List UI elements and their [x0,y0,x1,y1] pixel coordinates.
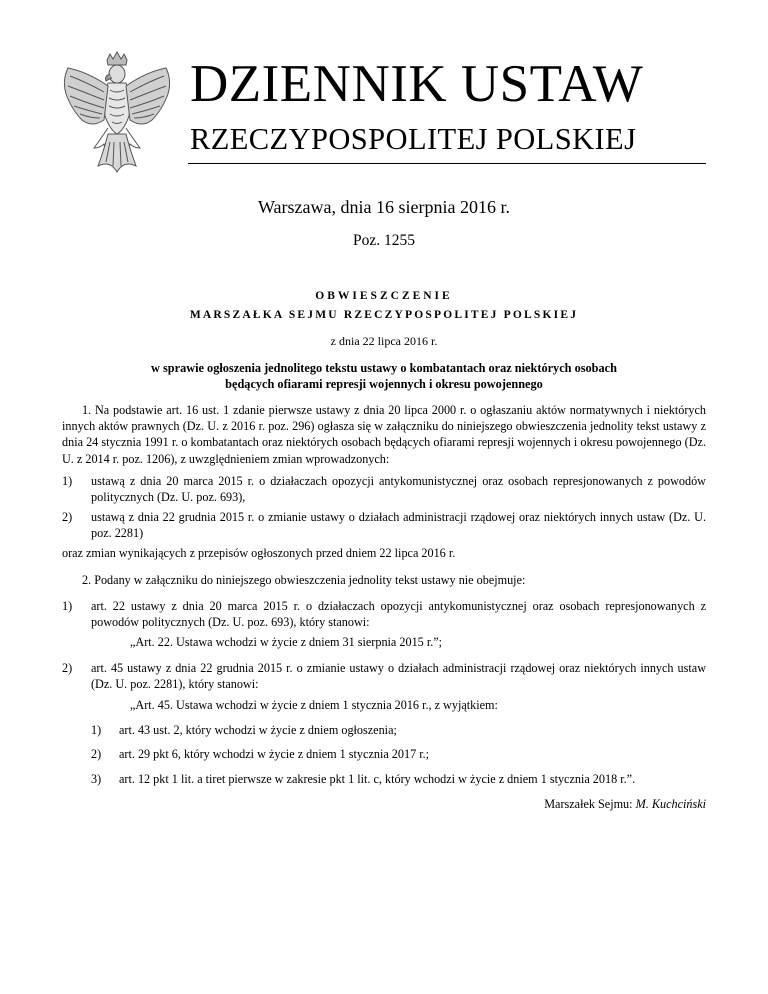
sublist-item-3-number: 3) [91,772,102,786]
masthead-title: DZIENNIK USTAW [190,55,644,113]
list1-item-1-text: ustawą z dnia 20 marca 2015 r. o działaczach opozycji antykomunistycznej oraz osobach represjonowanych z powodów politycznych (Dz. U. poz. 693), [91,474,706,505]
list2-item-1-text: art. 22 ustawy z dnia 20 marca 2015 r. o działaczach opozycji antykomunistycznej oraz osobach represjonowanych z powodów politycznych (Dz. U. poz. 693), który stanowi: [91,599,706,630]
position-number: Poz. 1255 [353,232,415,249]
publication-date: Warszawa, dnia 16 sierpnia 2016 r. [258,197,510,217]
list2-item-2-quote: „Art. 45. Ustawa wchodzi w życie z dniem 1 stycznia 2016 r., z wyjątkiem: [130,698,498,712]
list2-item-1-quote: „Art. 22. Ustawa wchodzi w życie z dniem 31 sierpnia 2015 r.”; [130,635,443,649]
list1-item-1-number: 1) [62,474,73,488]
white-eagle-emblem-icon [58,50,176,178]
list2-item-1-number: 1) [62,599,73,613]
list1-item-2-text: ustawą z dnia 22 grudnia 2015 r. o zmianie ustawy o działach administracji rządowej oraz niektórych innych ustaw (Dz. U. poz. 2281) [91,510,706,541]
document-type-heading: OBWIESZCZENIE [315,290,453,302]
paragraph-1: 1. Na podstawie art. 16 ust. 1 zdanie pierwsze ustawy z dnia 20 lipca 2000 r. o ogłaszaniu aktów normatywnych i niektórych innych aktów prawnych (Dz. U. z 2016 r. poz. 296) ogłasza się w załączniku do niniejszego obwieszczenia jednolity tekst ustawy z dnia 24 stycznia 1991 r. o kombatantach oraz niektórych osobach będących ofiarami represji wojennych i okresu powojennego (Dz. U. z 2014 r. poz. 1206), z uwzględnieniem zmian wprowadzonych: [62,403,706,466]
sublist-item-1-text: art. 43 ust. 2, który wchodzi w życie z dniem ogłoszenia; [119,723,397,737]
signature-label: Marszałek Sejmu: [544,797,633,811]
paragraph-2: 2. Podany w załączniku do niniejszego obwieszczenia jednolity tekst ustawy nie obejmuje: [82,573,526,587]
signature-name: M. Kuchciński [635,797,706,811]
sublist-item-3-text: art. 12 pkt 1 lit. a tiret pierwsze w zakresie pkt 1 lit. c, który wchodzi w życie z dniem 1 stycznia 2018 r.”. [119,772,636,786]
list2-item-2-text: art. 45 ustawy z dnia 22 grudnia 2015 r. o zmianie ustawy o działach administracji rządowej oraz niektórych innych ustaw (Dz. U. poz. 2281), który stanowi: [91,661,706,692]
list1-closing-text: oraz zmian wynikających z przepisów ogłoszonych przed dniem 22 lipca 2016 r. [62,546,456,560]
sublist-item-2-number: 2) [91,747,102,761]
masthead-divider [188,163,706,164]
announcement-subject: w sprawie ogłoszenia jednolitego tekstu ustawy o kombatantach oraz niektórych osobach będących ofiarami represji wojennych i okresu powojennego [151,361,617,391]
masthead-subtitle: RZECZYPOSPOLITEJ POLSKIEJ [190,122,637,156]
sublist-item-2-text: art. 29 pkt 6, który wchodzi w życie z dniem 1 stycznia 2017 r.; [119,747,430,761]
list2-item-2-number: 2) [62,661,73,675]
sublist-item-1-number: 1) [91,723,102,737]
issuer-heading: MARSZAŁKA SEJMU RZECZYPOSPOLITEJ POLSKIEJ [189,309,579,321]
signature-block [544,797,706,812]
list1-item-2-number: 2) [62,510,73,524]
announcement-date: z dnia 22 lipca 2016 r. [330,334,438,348]
